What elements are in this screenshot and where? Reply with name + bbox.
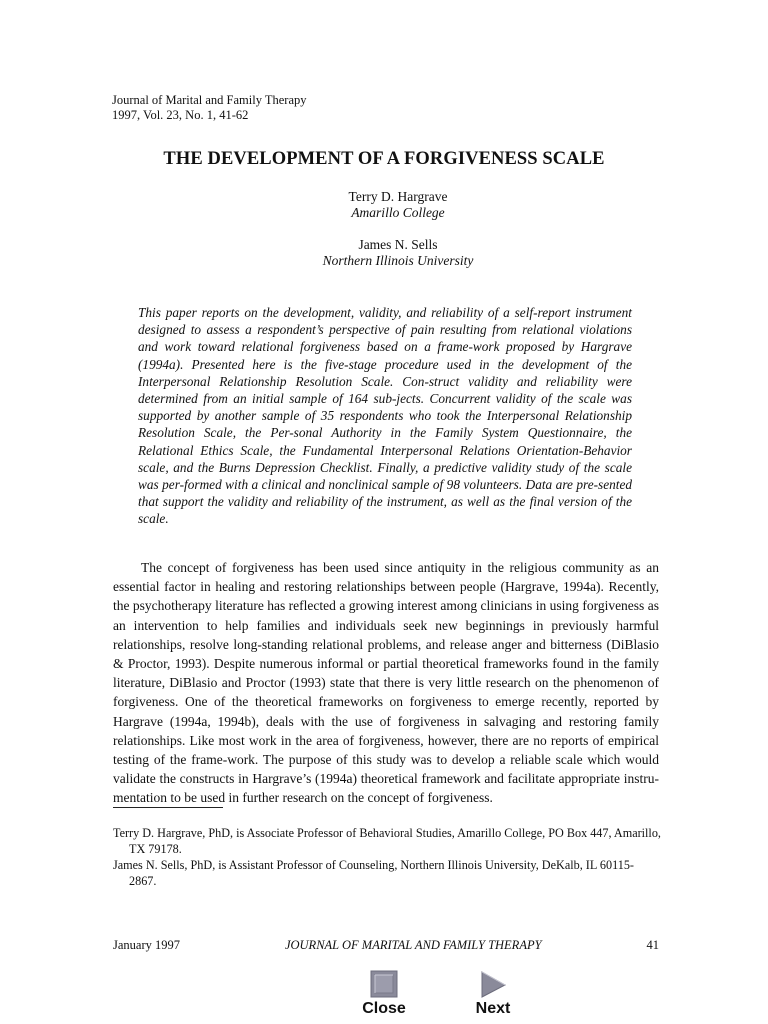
footnote: James N. Sells, PhD, is Assistant Professor of Counseling, Northern Illinois University, DeKalb, IL 60115-2867. [113, 858, 634, 888]
journal-header [112, 93, 307, 123]
close-button[interactable] [344, 968, 424, 1018]
footer-date: January 1997 [113, 938, 180, 952]
journal-name: Journal of Marital and Family Therapy [112, 93, 307, 107]
author-block [0, 237, 768, 269]
author-name: James N. Sells [358, 237, 438, 252]
next-label: Next [475, 1000, 511, 1017]
author-affiliation: Amarillo College [351, 205, 445, 220]
next-arrow-icon [479, 970, 507, 998]
page-number: 41 [646, 938, 659, 952]
footer-journal: JOURNAL OF MARITAL AND FAMILY THERAPY [284, 938, 542, 952]
close-label: Close [362, 1000, 406, 1017]
footnote: Terry D. Hargrave, PhD, is Associate Professor of Behavioral Studies, Amarillo College, PO Box 447, Amarillo, TX 79178. [113, 826, 661, 856]
author-name: Terry D. Hargrave [348, 189, 448, 204]
footnotes [113, 825, 661, 889]
abstract: This paper reports on the development, validity, and reliability of a self-report instrument designed to assess a respondent’s perspective of pain resulting from relational violations and work toward relational forgiveness based on a frame-work proposed by Hargrave (1994a). Presented here is the five-stage procedure used in the development of the Interpersonal Relationship Resolution Scale. Con-struct validity and reliability were determined from an initial sample of 164 sub-jects. Concurrent validity of the scale was supported by another sample of 35 respondents who took the Interpersonal Relationship Resolution Scale, the Per-sonal Authority in the Family System Questionnaire, the Relational Ethics Scale, the Fundamental Interpersonal Relations Orientation-Behavior scale, and the Burns Depression Checklist. Finally, a predictive validity study of the scale was per-formed with a clinical and nonclinical sample of 98 volunteers. Data are pre-sented that support the validity and reliability of the instrument, as well as the final version of the scale. [138, 305, 632, 527]
author-block [0, 189, 768, 221]
paper-title: THE DEVELOPMENT OF A FORGIVENESS SCALE [163, 149, 605, 169]
journal-citation: 1997, Vol. 23, No. 1, 41-62 [112, 108, 249, 122]
next-button[interactable] [453, 968, 533, 1018]
footnote-divider [113, 807, 223, 808]
close-square-icon [370, 970, 398, 998]
page-footer [113, 938, 659, 953]
author-affiliation: Northern Illinois University [322, 253, 474, 268]
body-paragraph: The concept of forgiveness has been used since antiquity in the religious community as an essential factor in healing and restoring relationships between people (Hargrave, 1994a). Recently, the psychotherapy literature has reflected a growing interest among clinicians in using forgiveness as an intervention to help families and individuals seek new beginnings in previously harmful relationships, resolve long-standing relational problems, and release anger and bitterness (DiBlasio & Proctor, 1993). Despite numerous informal or partial theoretical frameworks found in the family literature, DiBlasio and Proctor (1993) state that there is very little research on the phenomenon of forgiveness. One of the theoretical frameworks on forgiveness to emerge recently, reported by Hargrave (1994a, 1994b), deals with the use of forgiveness in salvaging and restoring family relationships. Like most work in the area of forgiveness, however, there are no reports of empirical testing of the frame-work. The purpose of this study was to develop a reliable scale which would validate the constructs in Hargrave’s (1994a) theoretical framework and facilitate appropriate instru-mentation to be used in further research on the concept of forgiveness. [113, 560, 659, 806]
